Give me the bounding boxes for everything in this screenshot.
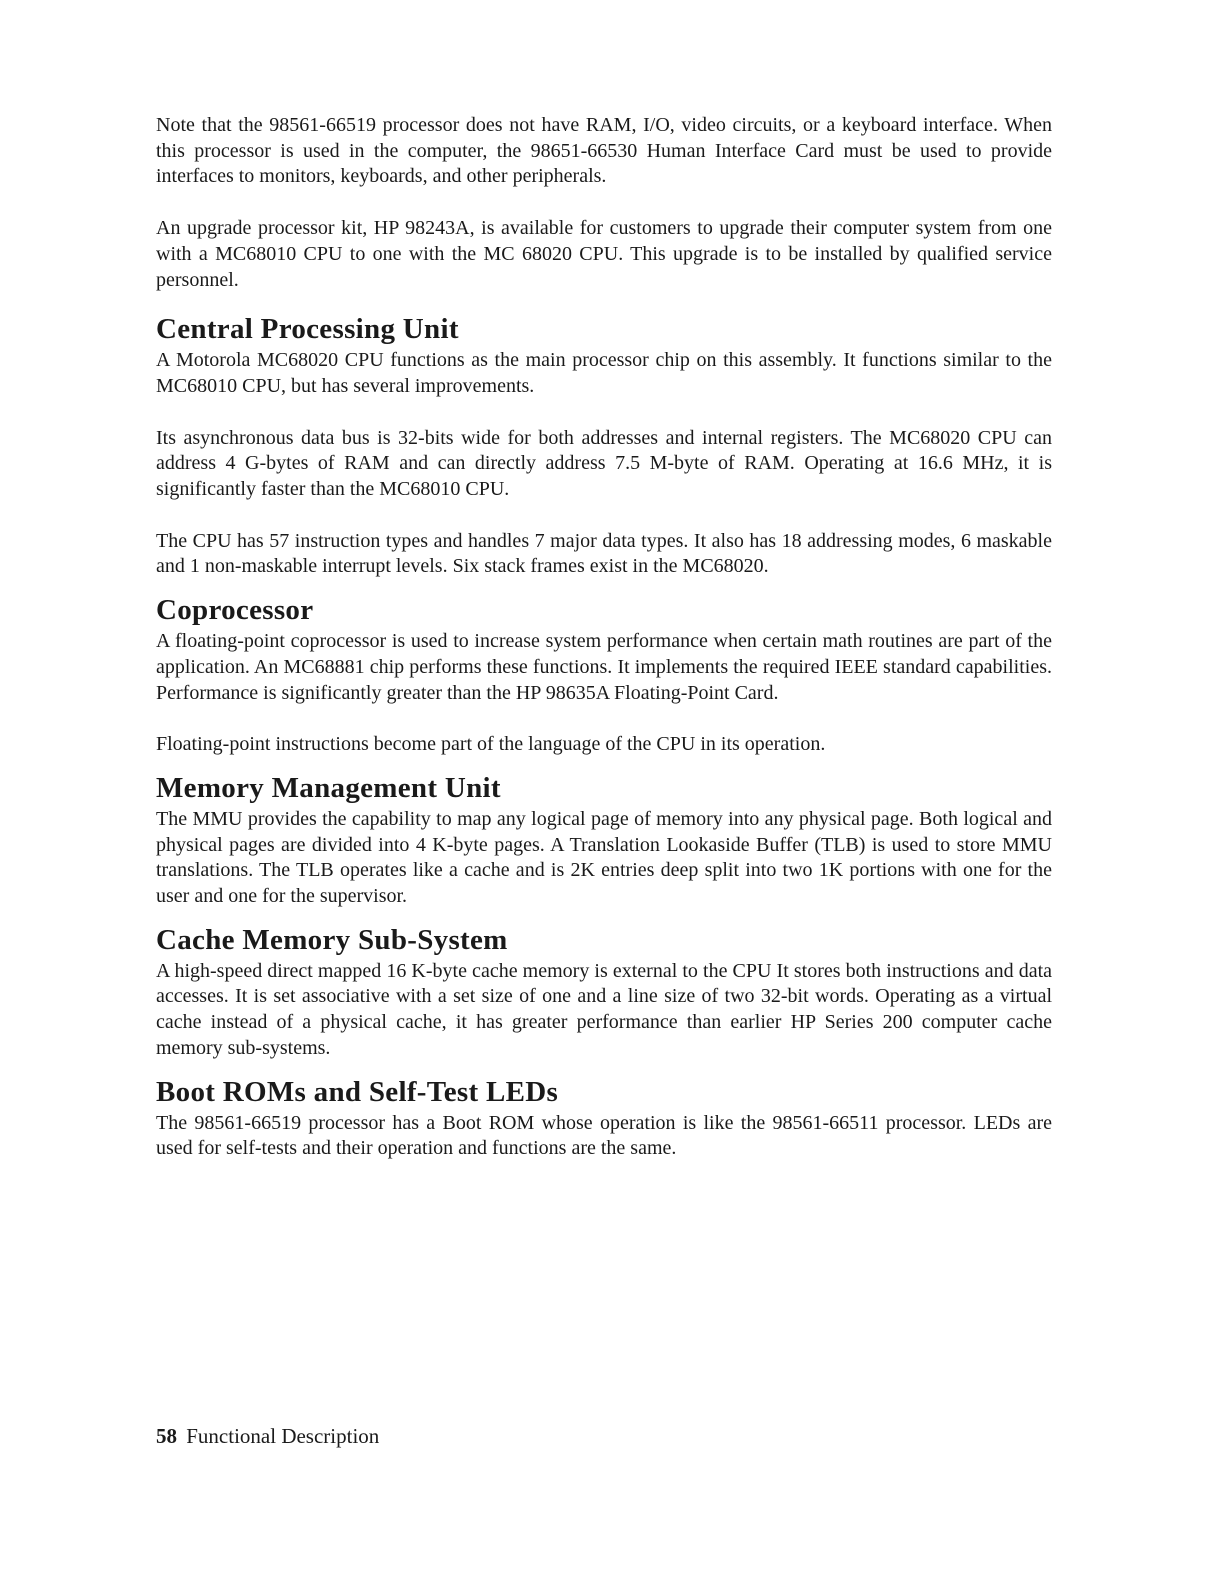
section-heading-cache: Cache Memory Sub-System [156, 923, 508, 956]
coprocessor-paragraph: A floating-point coprocessor is used to increase system performance when certain math routines are part of the application. An MC68881 chip performs these functions. It implements the required IEEE standard capabilities. Performance is significantly greater than the HP 98635A Floating-Point Card. [156, 630, 1052, 704]
cpu-paragraph: A Motorola MC68020 CPU functions as the main processor chip on this assembly. It functions similar to the MC68010 CPU, but has several improvements. [156, 349, 1052, 397]
coprocessor-paragraph: Floating-point instructions become part of the language of the CPU in its operation. [156, 733, 826, 756]
intro-paragraph: An upgrade processor kit, HP 98243A, is available for customers to upgrade their computer system from one with a MC68010 CPU to one with the MC 68020 CPU. This upgrade is to be installed by qualified service personnel. [156, 217, 1052, 291]
cpu-paragraph: The CPU has 57 instruction types and handles 7 major data types. It also has 18 addressing modes, 6 maskable and 1 non-maskable interrupt levels. Six stack frames exist in the MC68020. [156, 529, 1052, 578]
page-number: 58 [156, 1424, 177, 1448]
cache-paragraph: A high-speed direct mapped 16 K-byte cache memory is external to the CPU It stores both instructions and data accesses. It is set associative with a set size of one and a line size of two 32-bit words. Operating as a virtual cache instead of a physical cache, it has greater performance than earlier HP Series 200 computer cache memory sub-systems. [156, 959, 1052, 1059]
boot-roms-paragraph: The 98561-66519 processor has a Boot ROM whose operation is like the 98561-66511 processor. LEDs are used for self-tests and their operation and functions are the same. [156, 1111, 1052, 1160]
page-footer [156, 1422, 379, 1450]
page-content [156, 113, 1052, 1162]
section-heading-cpu: Central Processing Unit [156, 313, 459, 346]
intro-paragraph: Note that the 98561-66519 processor does not have RAM, I/O, video circuits, or a keyboard interface. When this processor is used in the computer, the 98651-66530 Human Interface Card must be used to provide interfaces to monitors, keyboards, and other peripherals. [156, 114, 1052, 188]
section-heading-boot-roms: Boot ROMs and Self-Test LEDs [156, 1075, 559, 1108]
mmu-paragraph: The MMU provides the capability to map any logical page of memory into any physical page. Both logical and physical pages are divided into 4 K-byte pages. A Translation Lookaside Buffer (TLB) is used to store MMU translations. The TLB operates like a cache and is 2K entries deep split into two 1K portions with one for the user and one for the supervisor. [156, 807, 1052, 908]
section-heading-mmu: Memory Management Unit [156, 771, 501, 804]
footer-section-title: Functional Description [186, 1424, 380, 1448]
cpu-paragraph: Its asynchronous data bus is 32-bits wide for both addresses and internal registers. The MC68020 CPU can address 4 G-bytes of RAM and can directly address 7.5 M-byte of RAM. Operating at 16.6 MHz, it is significantly faster than the MC68010 CPU. [156, 426, 1052, 501]
section-heading-coprocessor: Coprocessor [156, 594, 314, 627]
